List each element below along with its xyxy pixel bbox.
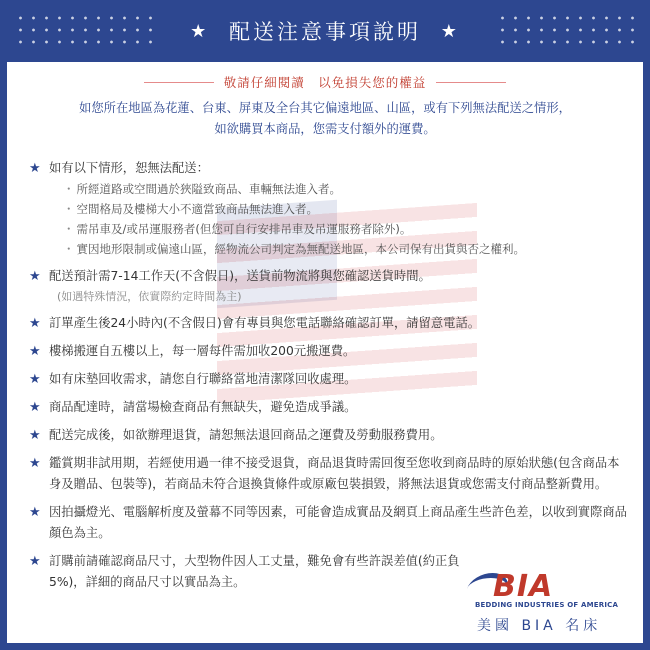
star-icon: ★ <box>440 21 460 42</box>
note-section <box>29 397 629 418</box>
section-text: 鑑賞期非試用期，若經使用過一律不接受退貨，商品退貨時需回復至您收到商品時的原始狀態(包含商品本身及贈品、包裝等)，若商品未符合退換貨條件或原廠包裝損毀，將無法退貨或您需支付商品整新費用。 <box>49 456 620 491</box>
logo-chinese-name: 美國 BIA 名床 <box>477 618 602 634</box>
star-bullet-icon: ★ <box>29 372 41 387</box>
star-bullet-icon: ★ <box>29 316 41 331</box>
sub-item <box>49 219 629 239</box>
note-section <box>29 158 629 259</box>
note-section <box>29 453 629 495</box>
sub-item <box>49 199 629 219</box>
section-text: 配送完成後，如欲辦理退貨，請恕無法退回商品之運費及勞動服務費用。 <box>49 428 443 442</box>
dot-icon: ・ <box>63 202 75 216</box>
content-panel <box>7 62 643 643</box>
intro-line: 如您所在地區為花蓮、台東、屏東及全台其它偏遠地區、山區，或有下列無法配送之情形， <box>79 101 571 115</box>
note-section <box>29 551 479 593</box>
star-bullet-icon: ★ <box>29 161 41 176</box>
page-title: 配送注意事項說明 <box>229 20 421 44</box>
note-section <box>29 369 629 390</box>
note-section <box>29 502 629 544</box>
section-text: 配送預計需7-14工作天(不含假日)，送貨前物流將與您確認送貨時間。 <box>49 269 431 283</box>
logo-subtitle: BEDDING INDUSTRIES OF AMERICA <box>475 601 619 609</box>
notes-list <box>29 158 629 600</box>
logo-brand: BIA <box>493 569 554 604</box>
section-text: 因拍攝燈光、電腦解析度及螢幕不同等因素，可能會造成實品及網頁上商品產生些許色差，以收到實際商品顏色為主。 <box>49 505 627 540</box>
sub-item-text: 實因地形限制或偏遠山區，經物流公司判定為無配送地區，本公司保有出貨與否之權利。 <box>76 242 525 256</box>
section-note: (如遇特殊情況，依實際約定時間為主) <box>57 290 242 303</box>
star-bullet-icon: ★ <box>29 344 41 359</box>
section-text: 訂單產生後24小時內(不含假日)會有專員與您電話聯絡確認訂單，請留意電話。 <box>49 316 481 330</box>
sub-item-text: 空間格局及樓梯大小不適當致商品無法進入者。 <box>76 202 318 216</box>
sub-item-text: 所經道路或空間過於狹隘致商品、車輛無法進入者。 <box>76 182 341 196</box>
intro-line: 如欲購買本商品，您需支付額外的運費。 <box>214 122 436 136</box>
dot-icon: ・ <box>63 242 75 256</box>
star-bullet-icon: ★ <box>29 428 41 443</box>
note-section <box>29 425 629 446</box>
star-bullet-icon: ★ <box>29 554 41 569</box>
section-text: 訂購前請確認商品尺寸，大型物件因人工丈量，難免會有些許誤差值(約正負5%)，詳細的商品尺寸以實品為主。 <box>49 554 460 589</box>
note-section <box>29 341 629 362</box>
star-bullet-icon: ★ <box>29 456 41 471</box>
sub-item <box>49 179 629 199</box>
star-icon: ★ <box>190 21 210 42</box>
bia-logo <box>467 567 635 637</box>
section-text: 如有以下情形，恕無法配送： <box>49 161 209 175</box>
star-bullet-icon: ★ <box>29 505 41 520</box>
intro-text <box>7 98 643 140</box>
header-banner <box>0 0 650 62</box>
star-bullet-icon: ★ <box>29 400 41 415</box>
section-text: 商品配達時，請當場檢查商品有無缺失，避免造成爭議。 <box>49 400 357 414</box>
star-bullet-icon: ★ <box>29 269 41 284</box>
section-text: 如有床墊回收需求，請您自行聯絡當地清潔隊回收處理。 <box>49 372 357 386</box>
page-title-wrap <box>0 16 650 46</box>
sub-item-text: 需吊車及/或吊運服務者(但您可自行安排吊車及吊運服務者除外)。 <box>76 222 412 236</box>
sub-item <box>49 239 629 259</box>
note-section <box>29 266 629 306</box>
note-section <box>29 313 629 334</box>
notice-heading: 敬請仔細閱讀 以免損失您的權益 <box>7 73 643 91</box>
dot-icon: ・ <box>63 222 75 236</box>
section-text: 樓梯搬運自五樓以上，每一層每件需加收200元搬運費。 <box>49 344 356 358</box>
dot-icon: ・ <box>63 182 75 196</box>
